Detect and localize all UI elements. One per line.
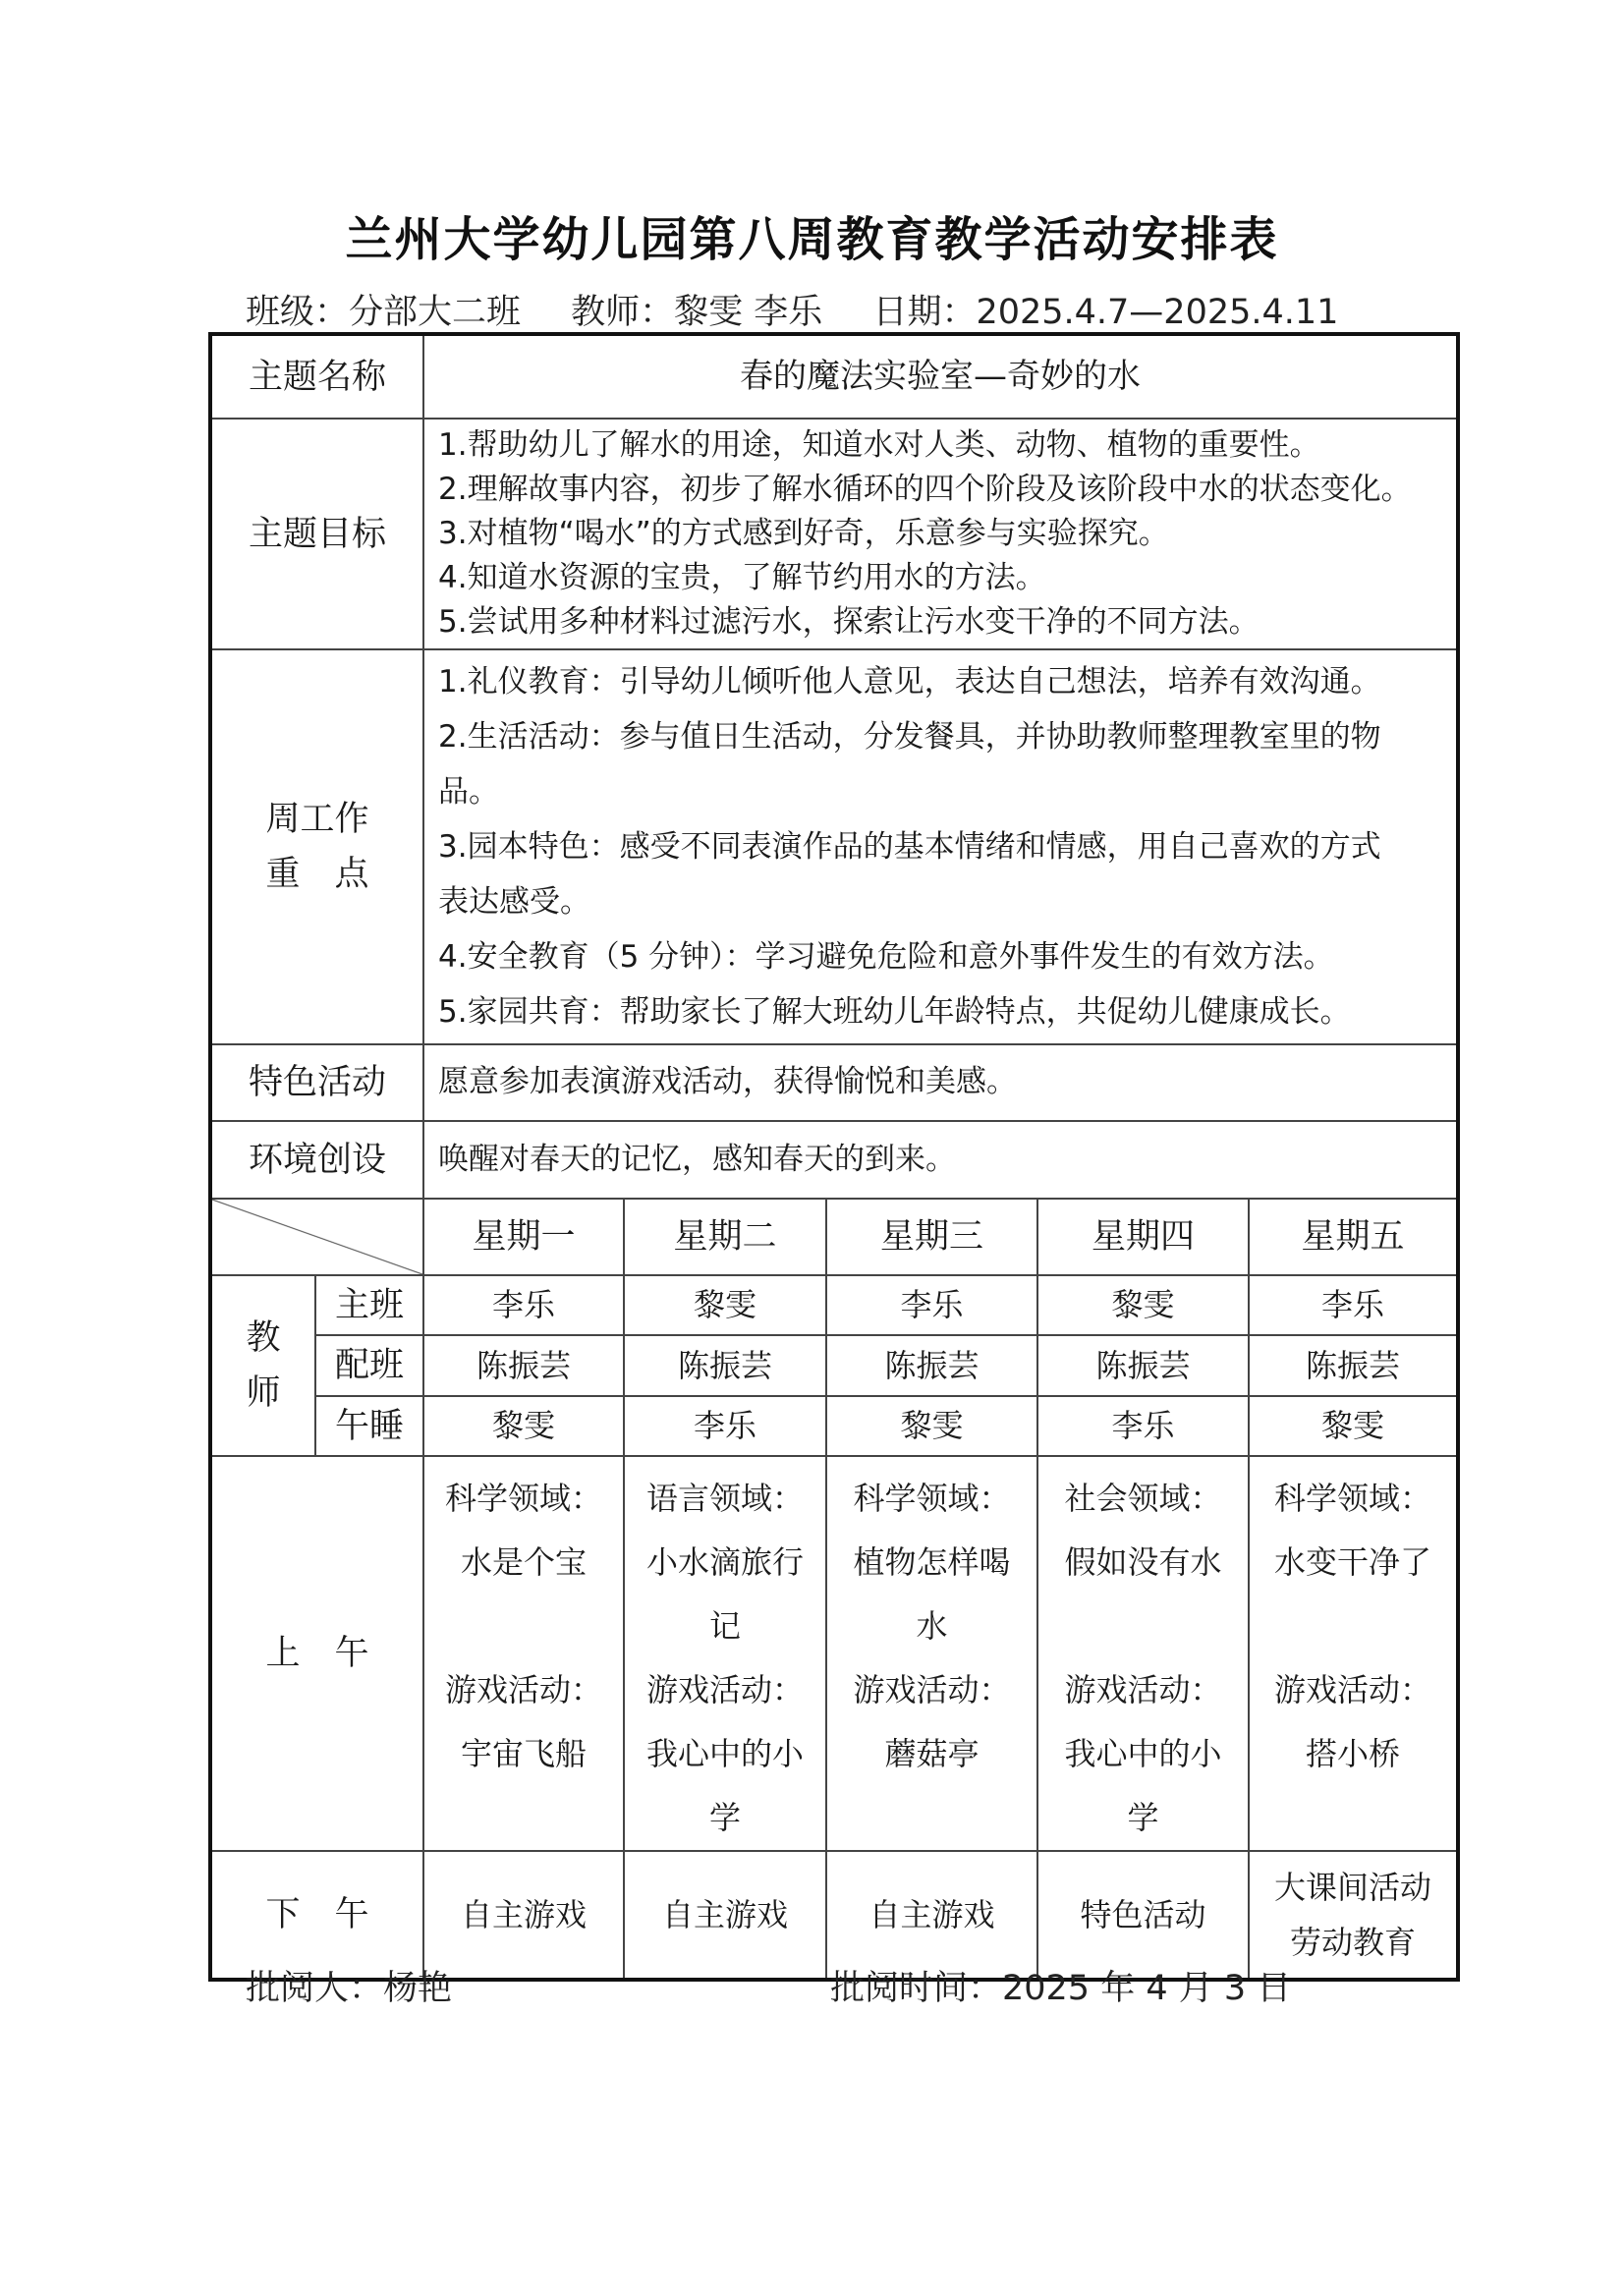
activity-line: 我心中的小 [646, 1735, 805, 1772]
focus-label [210, 649, 423, 1044]
activity-line: 学 [709, 1799, 742, 1836]
theme-value: 春的魔法实验室—奇妙的水 [423, 334, 1458, 419]
goal-item: 4.知道水资源的宝贵，了解节约用水的方法。 [438, 560, 1046, 595]
focus-item: 表达感受。 [438, 884, 591, 920]
morning-cell-thu [1037, 1456, 1249, 1851]
focus-item: 3.园本特色：感受不同表演作品的基本情绪和情感，用自己喜欢的方式 [438, 829, 1381, 865]
theme-row [210, 334, 1458, 419]
activity-line: 植物怎样喝 [853, 1543, 1011, 1581]
goal-item: 1.帮助幼儿了解水的用途，知道水对人类、动物、植物的重要性。 [438, 427, 1320, 463]
activity-line: 游戏活动： [1274, 1671, 1432, 1708]
activity-line: 劳动教育 [1290, 1924, 1417, 1961]
activity-line: 特色活动 [1080, 1895, 1206, 1933]
activity-line: 自主游戏 [662, 1895, 789, 1933]
morning-cell-fri [1249, 1456, 1458, 1851]
class-info: 班级：分部大二班 [246, 293, 522, 332]
activity-line: 搭小桥 [1306, 1735, 1401, 1772]
goals-label: 主题目标 [210, 419, 423, 649]
special-row [210, 1044, 1458, 1121]
morning-label: 上 午 [210, 1456, 423, 1851]
day-header: 星期五 [1249, 1199, 1458, 1275]
teacher-name: 黎雯 [624, 1275, 826, 1335]
focus-list [423, 649, 1458, 1044]
review-time: 批阅时间：2025 年 4 月 3 日 [830, 1969, 1292, 2008]
activity-line [1042, 1595, 1244, 1658]
focus-item: 2.生活活动：参与值日生活动，分发餐具，并协助教师整理教室里的物 [438, 719, 1381, 755]
teacher-name: 李乐 [1249, 1275, 1458, 1335]
date-info: 日期：2025.4.7—2025.4.11 [872, 293, 1339, 332]
focus-item: 4.安全教育（5 分钟）：学习避免危险和意外事件发生的有效方法。 [438, 939, 1334, 975]
day-header: 星期二 [624, 1199, 826, 1275]
teacher-row-assist [210, 1335, 1458, 1396]
afternoon-cell-tue [624, 1851, 826, 1980]
teacher-name: 李乐 [423, 1275, 624, 1335]
teacher-name: 李乐 [1037, 1396, 1249, 1456]
morning-row [210, 1456, 1458, 1851]
activity-line: 科学领域： [1274, 1480, 1432, 1517]
teacher-label-line1: 教 [246, 1318, 281, 1358]
goal-item: 3.对植物“喝水”的方式感到好奇，乐意参与实验探究。 [438, 516, 1169, 551]
page-title: 兰州大学幼儿园第八周教育教学活动安排表 [345, 212, 1279, 267]
activity-line: 游戏活动： [646, 1671, 805, 1708]
activity-line: 假如没有水 [1064, 1543, 1222, 1581]
activity-line: 蘑菇亭 [884, 1735, 980, 1772]
reviewer: 批阅人：杨艳 [246, 1969, 453, 2008]
special-value: 愿意参加表演游戏活动，获得愉悦和美感。 [423, 1044, 1458, 1121]
goal-item: 2.理解故事内容，初步了解水循环的四个阶段及该阶段中水的状态变化。 [438, 472, 1412, 507]
activity-line: 小水滴旅行 [646, 1543, 805, 1581]
activity-line: 自主游戏 [461, 1895, 588, 1933]
teacher-name: 陈振芸 [624, 1335, 826, 1396]
focus-label-line1: 周工作 [265, 800, 369, 839]
activity-line: 宇宙飞船 [461, 1735, 588, 1772]
activity-line: 游戏活动： [1064, 1671, 1222, 1708]
subtitle-line [246, 285, 1377, 334]
activity-line: 科学领域： [445, 1480, 603, 1517]
activity-line [428, 1595, 619, 1658]
activity-line: 自主游戏 [868, 1895, 995, 1933]
activity-line: 社会领域： [1064, 1480, 1222, 1517]
morning-cell-wed [826, 1456, 1037, 1851]
focus-label-line2: 重 点 [265, 855, 369, 894]
morning-cell-mon [423, 1456, 624, 1851]
teacher-label [210, 1275, 315, 1456]
teacher-info: 教师：黎雯 李乐 [571, 293, 823, 332]
environment-label: 环境创设 [210, 1121, 423, 1199]
morning-cell-tue [624, 1456, 826, 1851]
goals-list [423, 419, 1458, 649]
role-label: 主班 [315, 1275, 423, 1335]
teacher-name: 陈振芸 [826, 1335, 1037, 1396]
focus-row [210, 649, 1458, 1044]
teacher-name: 陈振芸 [423, 1335, 624, 1396]
teacher-name: 黎雯 [423, 1396, 624, 1456]
theme-label: 主题名称 [210, 334, 423, 419]
teacher-name: 陈振芸 [1249, 1335, 1458, 1396]
teacher-label-line2: 师 [246, 1373, 281, 1413]
activity-line: 大课间活动 [1274, 1869, 1432, 1906]
goals-row [210, 419, 1458, 649]
goal-item: 5.尝试用多种材料过滤污水，探索让污水变干净的不同方法。 [438, 604, 1260, 640]
teacher-row-main [210, 1275, 1458, 1335]
teacher-name: 黎雯 [826, 1396, 1037, 1456]
special-label: 特色活动 [210, 1044, 423, 1121]
schedule-table [208, 332, 1460, 1982]
role-label: 午睡 [315, 1396, 423, 1456]
focus-item: 1.礼仪教育：引导幼儿倾听他人意见，表达自己想法，培养有效沟通。 [438, 664, 1381, 700]
activity-line: 游戏活动： [853, 1671, 1011, 1708]
teacher-name: 李乐 [624, 1396, 826, 1456]
focus-item: 5.家园共育：帮助家长了解大班幼儿年龄特点，共促幼儿健康成长。 [438, 994, 1351, 1030]
environment-value: 唤醒对春天的记忆，感知春天的到来。 [423, 1121, 1458, 1199]
diagonal-header-cell [210, 1199, 423, 1275]
teacher-name: 李乐 [826, 1275, 1037, 1335]
days-header-row [210, 1199, 1458, 1275]
teacher-name: 陈振芸 [1037, 1335, 1249, 1396]
activity-line: 水是个宝 [461, 1543, 588, 1581]
activity-line: 游戏活动： [445, 1671, 603, 1708]
afternoon-cell-mon [423, 1851, 624, 1980]
environment-row [210, 1121, 1458, 1199]
teacher-row-nap [210, 1396, 1458, 1456]
activity-line: 语言领域： [646, 1480, 805, 1517]
activity-line: 科学领域： [853, 1480, 1011, 1517]
activity-line: 记 [709, 1607, 742, 1645]
teacher-name: 黎雯 [1249, 1396, 1458, 1456]
activity-line: 水变干净了 [1274, 1543, 1432, 1581]
activity-line [1254, 1595, 1452, 1658]
focus-item: 品。 [438, 774, 500, 810]
teacher-name: 黎雯 [1037, 1275, 1249, 1335]
activity-line: 水 [916, 1607, 948, 1645]
day-header: 星期四 [1037, 1199, 1249, 1275]
day-header: 星期一 [423, 1199, 624, 1275]
activity-line: 我心中的小 [1064, 1735, 1222, 1772]
day-header: 星期三 [826, 1199, 1037, 1275]
afternoon-label: 下 午 [210, 1851, 423, 1980]
activity-line: 学 [1127, 1799, 1159, 1836]
role-label: 配班 [315, 1335, 423, 1396]
